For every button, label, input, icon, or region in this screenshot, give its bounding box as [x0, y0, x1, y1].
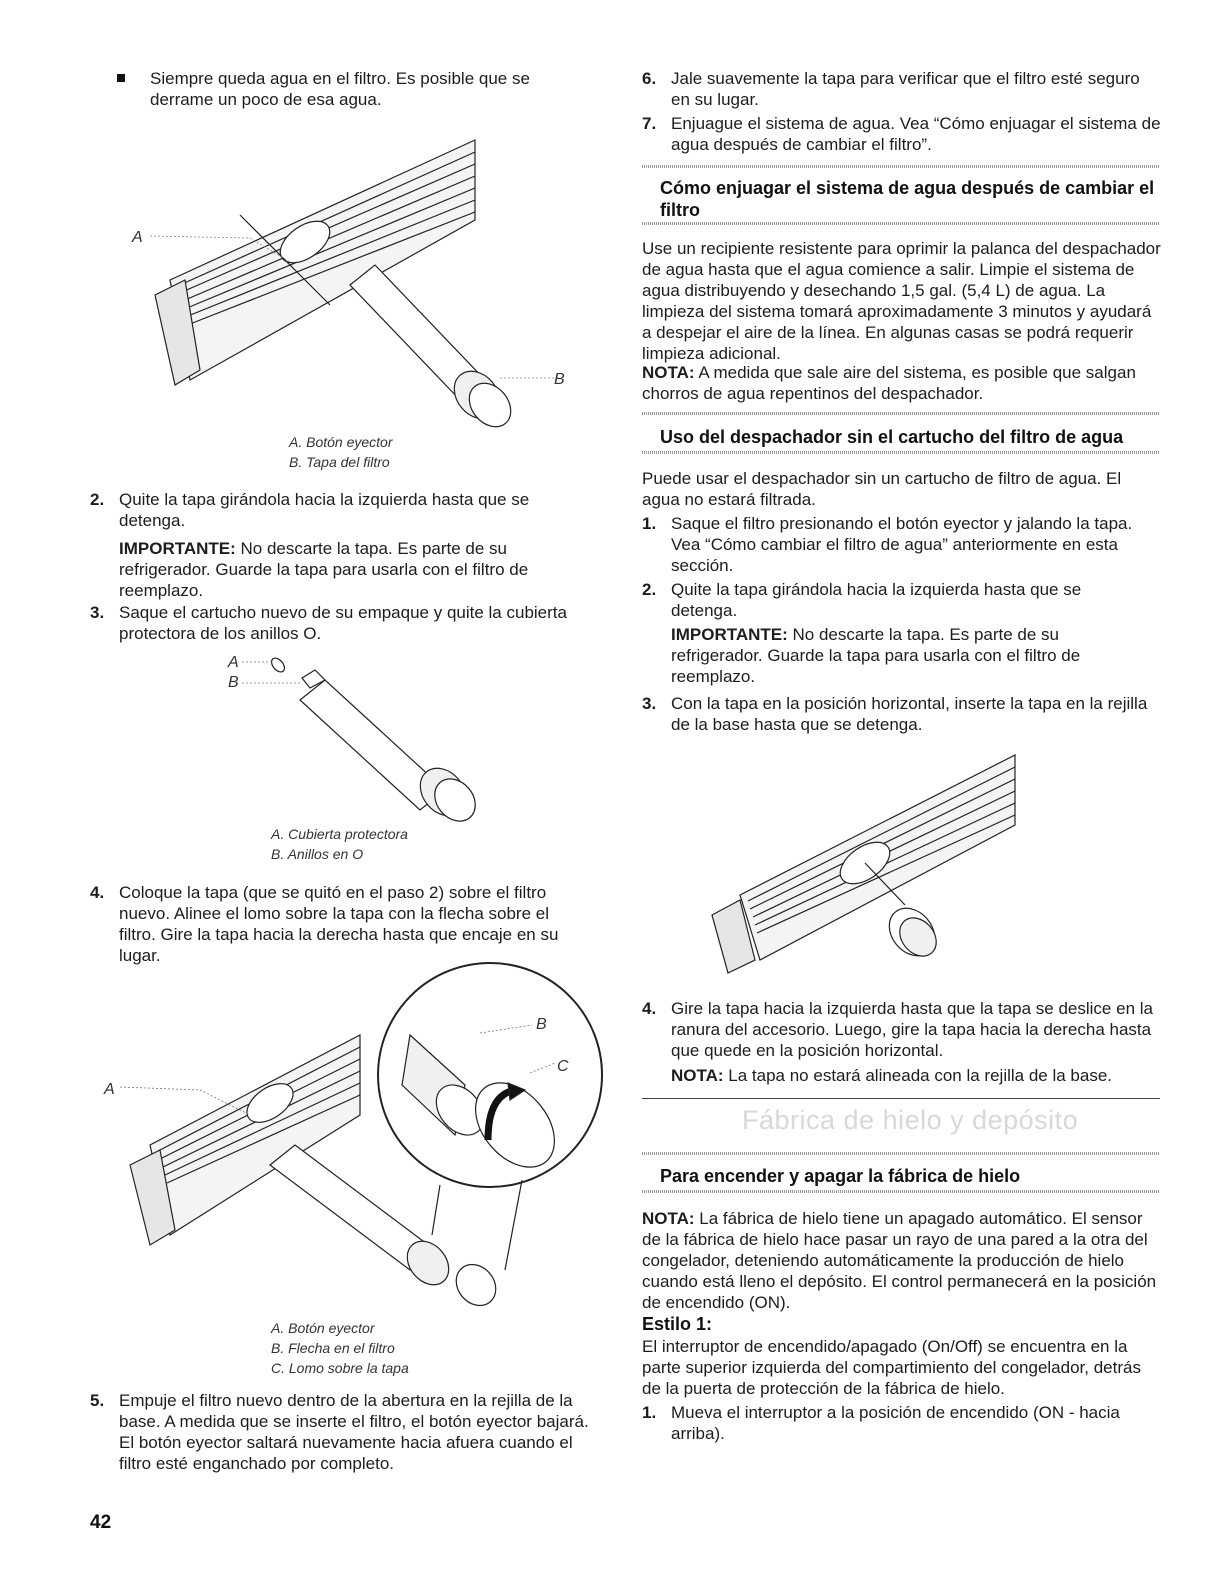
- icemaker-note: [642, 1208, 1157, 1313]
- fig1-caption-a: A. Botón eyector: [289, 434, 393, 450]
- fig3-label-c: C: [557, 1058, 569, 1075]
- nofilter-step-2: [642, 579, 1162, 689]
- step-text: Coloque la tapa (que se quitó en el paso 2) sobre el filtro nuevo. Alinee el lomo sobre la tapa con la flecha sobre el filtro. Gire la tapa hacia la derecha hasta que encaje en su lugar.: [119, 883, 559, 965]
- rinse-note: [642, 362, 1162, 404]
- note-label: NOTA:: [671, 1066, 724, 1085]
- important-text: No descarte la tapa. Es parte de su refrigerador. Guarde la tapa para usarla con el filtro de reemplazo.: [119, 539, 529, 600]
- step-text: Jale suavemente la tapa para verificar que el filtro esté seguro en su lugar.: [671, 69, 1140, 109]
- nofilter-heading: Uso del despachador sin el cartucho del filtro de agua: [660, 427, 1124, 447]
- rinse-heading: Cómo enjuagar el sistema de agua después de cambiar el filtro: [660, 178, 1155, 220]
- figure-new-cartridge: [230, 650, 490, 820]
- important-label: IMPORTANTE:: [119, 539, 236, 558]
- step-text: Mueva el interruptor a la posición de encendido (ON - hacia arriba).: [671, 1403, 1120, 1443]
- step-text: Saque el cartucho nuevo de su empaque y quite la cubierta protectora de los anillos O.: [119, 603, 567, 643]
- step-number: 3.: [90, 603, 105, 622]
- fig1-caption-b: B. Tapa del filtro: [289, 454, 390, 470]
- step-number: 2.: [642, 580, 657, 599]
- step-note: [671, 1065, 1161, 1086]
- bullet-text: Siempre queda agua en el filtro. Es posible que se derrame un poco de esa agua.: [150, 69, 530, 109]
- divider: [642, 1152, 1160, 1155]
- nofilter-step-1: [642, 513, 1162, 577]
- note-text: La tapa no estará alineada con la rejilla de la base.: [723, 1066, 1112, 1085]
- figure-cap-insertion: [700, 745, 1030, 975]
- fig2-label-a: A: [228, 654, 239, 671]
- note-label: NOTA:: [642, 363, 695, 382]
- fig3-label-b: B: [536, 1016, 547, 1033]
- step-text: Saque el filtro presionando el botón eyector y jalando la tapa. Vea “Cómo cambiar el filtro de agua” anteriormente en esta sección.: [671, 514, 1133, 575]
- section-divider: [642, 1098, 1160, 1099]
- step-text: Empuje el filtro nuevo dentro de la abertura en la rejilla de la base. A medida que se inserte el filtro, el botón eyector bajará. El botón eyector saltará nuevamente hacia afuera cuando el filtro esté enganchado por completo.: [119, 1391, 589, 1473]
- icemaker-step-1: [642, 1402, 1162, 1446]
- fig2-caption-a: A. Cubierta protectora: [271, 826, 408, 842]
- important-text: No descarte la tapa. Es parte de su refrigerador. Guarde la tapa para usarla con el filtro de reemplazo.: [671, 625, 1081, 686]
- important-note: [671, 624, 1111, 687]
- divider: [642, 412, 1160, 415]
- fig1-label-b: B: [554, 371, 565, 388]
- step-number: 1.: [642, 514, 657, 533]
- fig2-label-b: B: [228, 674, 239, 691]
- rinse-paragraph: Use un recipiente resistente para oprimir la palanca del despachador de agua hasta que el agua comience a salir. Limpie el sistema de agua distribuyendo y desechando 1,5 gal. (5,4 L) de agua. La limpieza del sistema tomará aproximadamente 3 minutos y ayudará a despejar el aire de la línea. En algunas casas se podrá requerir limpieza adicional.: [642, 239, 1161, 363]
- step-number: 3.: [642, 694, 657, 713]
- step-number: 2.: [90, 490, 105, 509]
- note-label: NOTA:: [642, 1209, 695, 1228]
- note-text: A medida que sale aire del sistema, es posible que salgan chorros de agua repentinos del despachador.: [642, 363, 1136, 403]
- divider: [642, 165, 1160, 168]
- style-heading: Estilo 1:: [642, 1314, 713, 1334]
- step-number: 5.: [90, 1391, 105, 1410]
- step-number: 4.: [642, 999, 657, 1018]
- note-text: La fábrica de hielo tiene un apagado automático. El sensor de la fábrica de hielo hace pasar un rayo de una pared a la otra del congelador, deteniendo automáticamente la producción de hielo cuando está lleno el depósito. El control permanecerá en la posición de encendido (ON).: [642, 1209, 1157, 1312]
- step-text: Quite la tapa girándola hacia la izquierda hasta que se detenga.: [671, 580, 1082, 620]
- step-number: 1.: [642, 1403, 657, 1422]
- page-number: 42: [90, 1512, 112, 1533]
- right-step-7: [642, 113, 1162, 157]
- right-step-6: [642, 68, 1162, 112]
- fig3-caption-a: A. Botón eyector: [271, 1320, 375, 1336]
- figure-filter-removal: [130, 120, 580, 430]
- divider: [642, 451, 1160, 454]
- fig3-label-a: A: [104, 1081, 115, 1098]
- nofilter-paragraph: Puede usar el despachador sin un cartucho de filtro de agua. El agua no estará filtrada.: [642, 469, 1122, 509]
- fig3-caption-b: B. Flecha en el filtro: [271, 1340, 395, 1356]
- section-title: Fábrica de hielo y depósito: [742, 1105, 1079, 1135]
- step-text: Enjuague el sistema de agua. Vea “Cómo enjuagar el sistema de agua después de cambiar el filtro”.: [671, 114, 1161, 154]
- left-step-4: [90, 882, 590, 968]
- nofilter-step-3: [642, 693, 1162, 737]
- step-text: Gire la tapa hacia la izquierda hasta que la tapa se deslice en la ranura del accesorio. Luego, gire la tapa hacia la derecha hasta que quede en la posición horizontal.: [671, 999, 1153, 1060]
- left-step-5: [90, 1390, 600, 1476]
- step-number: 4.: [90, 883, 105, 902]
- nofilter-step-4: [642, 998, 1162, 1088]
- step-text: Quite la tapa girándola hacia la izquierda hasta que se detenga.: [119, 490, 530, 530]
- step-text: Con la tapa en la posición horizontal, inserte la tapa en la rejilla de la base hasta que se detenga.: [671, 694, 1148, 734]
- fig1-label-a: A: [132, 229, 143, 246]
- fig2-caption-b: B. Anillos en O: [271, 846, 364, 862]
- divider: [642, 1190, 1160, 1193]
- important-note: [119, 538, 569, 601]
- bullet-square: [117, 74, 125, 82]
- figure-cap-alignment: [110, 975, 590, 1315]
- step-number: 6.: [642, 69, 657, 88]
- divider: [642, 222, 1160, 225]
- important-label: IMPORTANTE:: [671, 625, 788, 644]
- left-step-3: [90, 602, 590, 646]
- left-step-2: [90, 489, 590, 600]
- fig3-caption-c: C. Lomo sobre la tapa: [271, 1360, 409, 1376]
- style-paragraph: El interruptor de encendido/apagado (On/Off) se encuentra en la parte superior izquierda del compartimiento del congelador, detrás de la puerta de protección de la fábrica de hielo.: [642, 1337, 1141, 1398]
- step-number: 7.: [642, 114, 657, 133]
- icemaker-heading: Para encender y apagar la fábrica de hielo: [660, 1166, 1021, 1186]
